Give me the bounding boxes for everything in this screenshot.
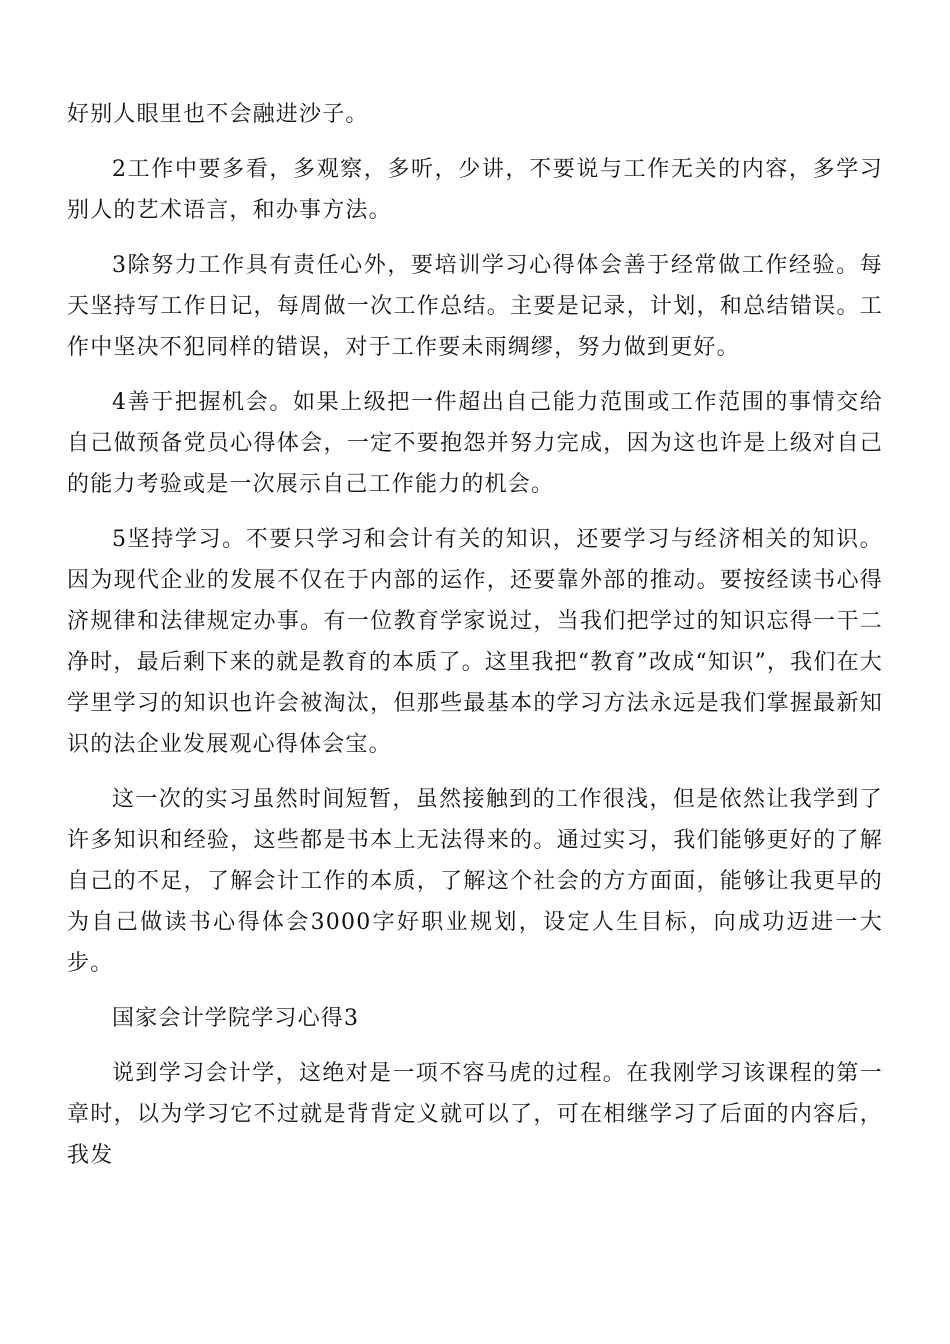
paragraph-continuation: 好别人眼里也不会融进沙子。	[67, 102, 369, 127]
paragraph-point-5: 5坚持学习。不要只学习和会计有关的知识，还要学习与经济相关的知识。因为现代企业的发展不仅在于内部的运作，还要靠外部的推动。要按经读书心得济规律和法律规定办事。有一位教育学家说过，当我们把学过的知识忘得一干二净时，最后剩下来的就是教育的本质了。这里我把“教育”改成“知识”，我们在大学里学习的知识也许会被淘汰，但那些最基本的学习方法永远是我们掌握最新知识的法企业发展观心得体会宝。	[67, 527, 883, 757]
paragraph-section-intro: 说到学习会计学，这绝对是一项不容马虎的过程。在我刚学习该课程的第一章时，以为学习它不过就是背背定义就可以了，可在相继学习了后面的内容后，我发	[67, 1061, 883, 1168]
paragraph-summary: 这一次的实习虽然时间短暂，虽然接触到的工作很浅，但是依然让我学到了许多知识和经验，这些都是书本上无法得来的。通过实习，我们能够更好的了解自己的不足，了解会计工作的本质，了解这个社会的方方面面，能够让我更早的为自己做读书心得体会3000字好职业规划，设定人生目标，向成功迈进一大步。	[67, 787, 883, 976]
section-heading: 国家会计学院学习心得3	[112, 1006, 360, 1031]
paragraph-point-2: 2工作中要多看，多观察，多听，少讲，不要说与工作无关的内容，多学习别人的艺术语言，和办事方法。	[67, 157, 883, 223]
paragraph-point-4: 4善于把握机会。如果上级把一件超出自己能力范围或工作范围的事情交给自己做预备党员心得体会，一定不要抱怨并努力完成，因为这也许是上级对自己的能力考验或是一次展示自己工作能力的机会。	[67, 390, 883, 497]
paragraph-point-3: 3除努力工作具有责任心外，要培训学习心得体会善于经常做工作经验。每天坚持写工作日记，每周做一次工作总结。主要是记录，计划，和总结错误。工作中坚决不犯同样的错误，对于工作要未雨绸缪，努力做到更好。	[67, 253, 883, 360]
document-body	[67, 94, 883, 1190]
